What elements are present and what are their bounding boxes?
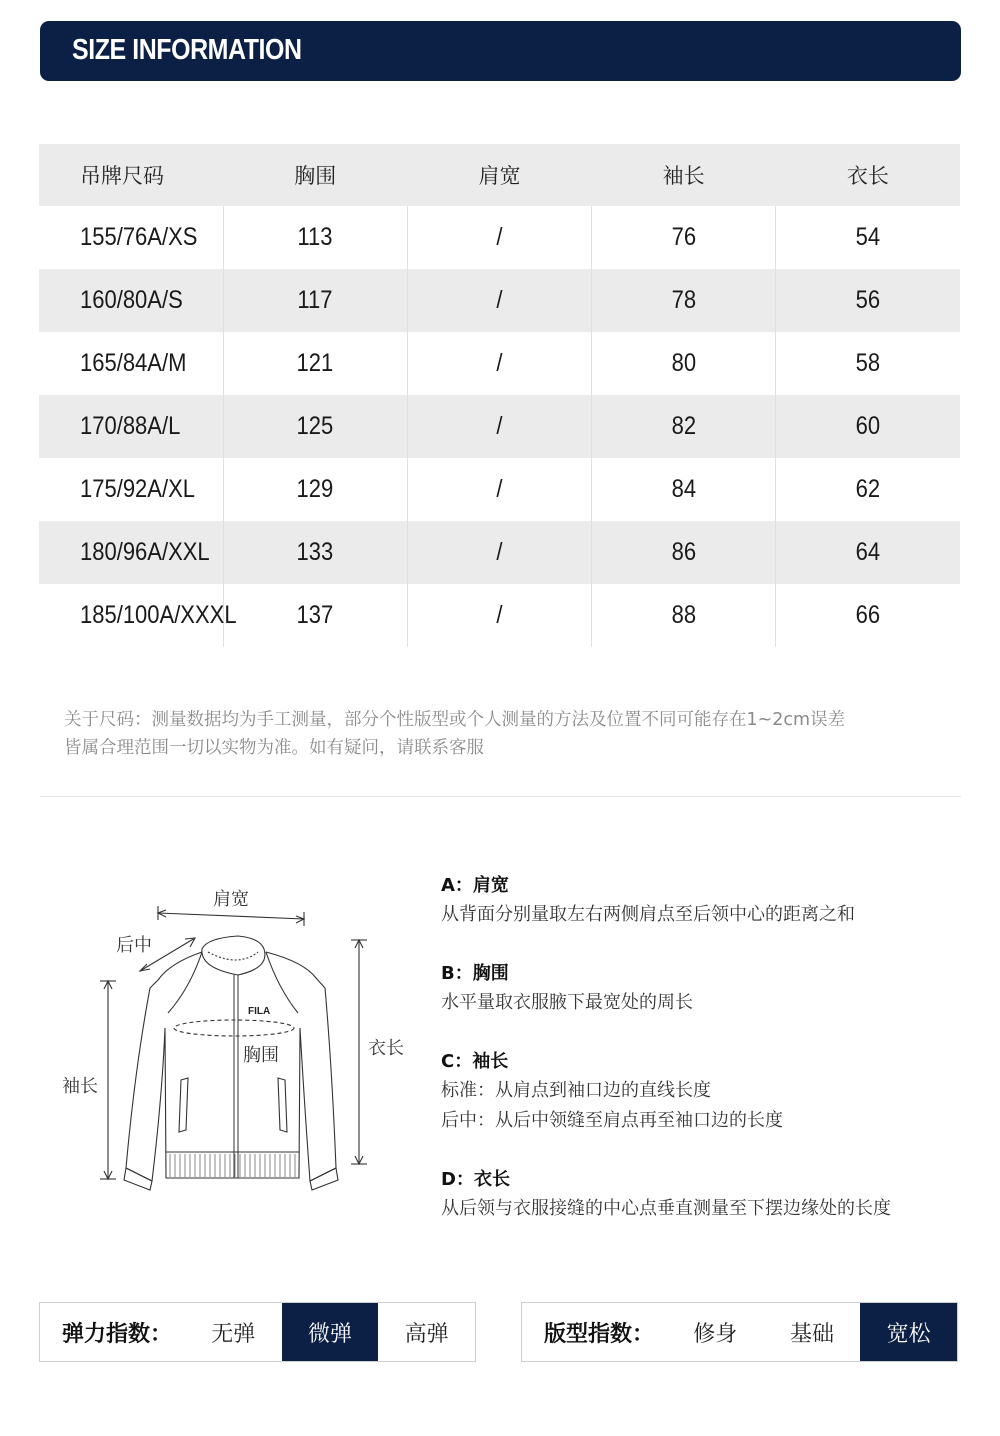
table-row: [39, 521, 960, 584]
label-shoulder: 肩宽: [213, 889, 249, 910]
note-line-1: 关于尺码：测量数据均为手工测量，部分个性版型或个人测量的方法及位置不同可能存在1~2cm误差: [64, 710, 846, 730]
shoulder-cell: /: [496, 412, 503, 440]
jacket-measurement-diagram: [40, 868, 420, 1208]
size-cell: 185/100A/XXXL: [80, 601, 237, 629]
shoulder-cell: /: [496, 601, 503, 629]
shoulder-cell: /: [496, 538, 503, 566]
table-row: [39, 458, 960, 521]
sleeve-cell: 78: [671, 286, 696, 314]
elasticity-label: 弹力指数：: [62, 1321, 173, 1347]
fit-index: [521, 1302, 958, 1362]
chest-cell: 113: [297, 223, 333, 251]
size-cell: 175/92A/XL: [80, 475, 195, 503]
size-cell: 165/84A/M: [80, 349, 187, 377]
sleeve-cell: 84: [671, 475, 696, 503]
header-sleeve: 袖长: [592, 144, 776, 206]
chest-cell: 129: [296, 475, 334, 503]
size-note: [64, 706, 964, 762]
table-row: [39, 584, 960, 647]
shoulder-cell: /: [496, 475, 503, 503]
definition-sleeve: C：袖长 标准：从肩点到袖口边的直线长度 后中：从后中领缝至肩点再至袖口边的长度: [441, 1051, 783, 1131]
elasticity-index: [39, 1302, 476, 1362]
shoulder-cell: /: [496, 223, 503, 251]
length-cell: 62: [855, 475, 881, 503]
length-cell: 56: [855, 286, 881, 314]
elasticity-option-high: 高弹: [404, 1321, 449, 1347]
length-cell: 54: [855, 223, 881, 251]
fit-option-slim: 修身: [693, 1321, 738, 1347]
label-back-center: 后中: [116, 935, 152, 956]
section-divider: [40, 796, 961, 797]
fit-label: 版型指数：: [544, 1321, 655, 1347]
label-length: 衣长: [368, 1038, 404, 1059]
sleeve-cell: 86: [671, 538, 696, 566]
table-row: [39, 395, 960, 458]
table-row: [39, 269, 960, 332]
sleeve-cell: 76: [671, 223, 696, 251]
length-cell: 60: [855, 412, 881, 440]
sleeve-cell: 82: [671, 412, 696, 440]
size-table: [39, 144, 960, 647]
sleeve-cell: 80: [671, 349, 696, 377]
fit-option-regular: 基础: [789, 1321, 834, 1347]
elasticity-option-none: 无弹: [211, 1321, 256, 1347]
header-tag-size: 吊牌尺码: [39, 144, 223, 206]
shoulder-cell: /: [496, 349, 503, 377]
sleeve-cell: 88: [671, 601, 696, 629]
note-line-2: 皆属合理范围一切以实物为准。如有疑问，请联系客服: [64, 738, 484, 758]
chest-cell: 121: [296, 349, 334, 377]
size-cell: 170/88A/L: [80, 412, 181, 440]
shoulder-cell: /: [496, 286, 503, 314]
definition-chest: B：胸围 水平量取衣服腋下最宽处的周长: [441, 963, 693, 1013]
elasticity-option-slight: 微弹: [282, 1303, 379, 1361]
chest-cell: 117: [297, 286, 333, 314]
length-cell: 64: [855, 538, 881, 566]
header-shoulder: 肩宽: [407, 144, 591, 206]
measurement-definitions: [441, 872, 981, 1254]
length-cell: 58: [855, 349, 881, 377]
chest-cell: 133: [296, 538, 334, 566]
definition-shoulder: A：肩宽 从背面分别量取左右两侧肩点至后领中心的距离之和: [441, 875, 855, 925]
size-cell: 155/76A/XS: [80, 223, 198, 251]
chest-cell: 137: [296, 601, 334, 629]
size-cell: 160/80A/S: [80, 286, 183, 314]
table-row: [39, 332, 960, 395]
chest-cell: 125: [296, 412, 334, 440]
label-chest: 胸围: [243, 1045, 279, 1066]
length-cell: 66: [855, 601, 881, 629]
table-row: [39, 206, 960, 269]
header-chest: 胸围: [223, 144, 407, 206]
size-cell: 180/96A/XXL: [80, 538, 210, 566]
header-banner: [40, 21, 961, 81]
fit-option-loose: 宽松: [860, 1303, 957, 1361]
banner-title: SIZE INFORMATION: [72, 34, 302, 66]
label-sleeve: 袖长: [62, 1076, 98, 1097]
size-table-header-row: [39, 144, 960, 206]
definition-length: D：衣长 从后领与衣服接缝的中心点垂直测量至下摆边缘处的长度: [441, 1169, 891, 1219]
jacket-illustration: [40, 868, 420, 1208]
header-length: 衣长: [776, 144, 960, 206]
logo-text: FILA: [248, 1006, 271, 1017]
